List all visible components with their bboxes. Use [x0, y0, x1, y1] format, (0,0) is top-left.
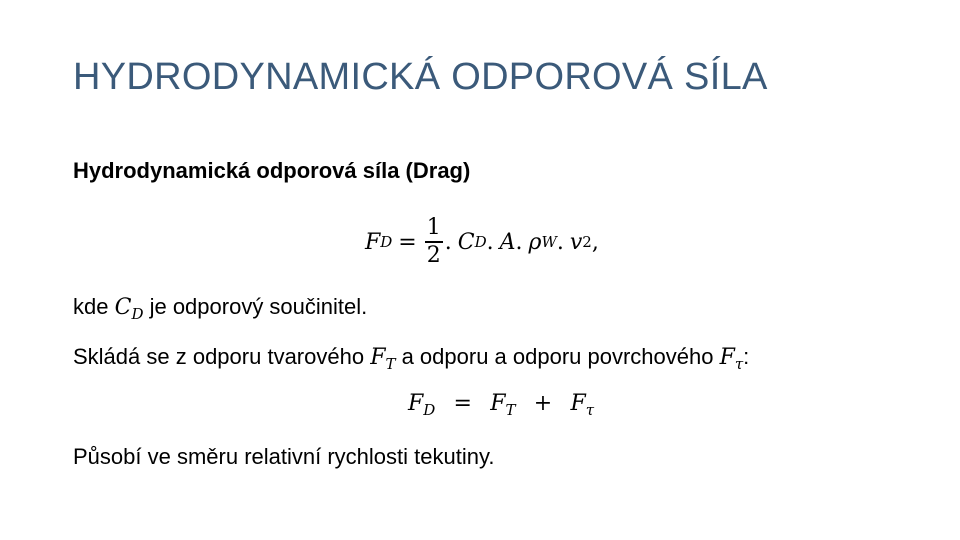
eq1-lhs-var: F [365, 229, 381, 255]
eq1-comma: , [591, 229, 599, 255]
sklada-text1: Skládá se z odporu tvarového [73, 344, 371, 369]
sklada-ft-var: F [370, 345, 386, 370]
eq2-term1-sub: T [505, 401, 516, 419]
eq1-rho-var: ρ [528, 229, 542, 255]
eq1-frac-num: 1 [426, 215, 441, 241]
eq1-dot: . [444, 229, 452, 255]
eq1-dot: . [486, 229, 494, 255]
eq1-cd-sub: D [474, 233, 487, 251]
drag-sum-equation [408, 390, 594, 419]
eq1-fraction [425, 215, 443, 269]
direction-line: Působí ve směru relativní rychlosti tekutiny. [73, 444, 495, 469]
composition-line [73, 344, 749, 373]
eq1-dot: . [515, 229, 523, 255]
kde-cd-sub: D [131, 305, 144, 323]
eq2-term1-var: F [490, 391, 506, 416]
slide-title: HYDRODYNAMICKÁ ODPOROVÁ SÍLA [73, 56, 768, 98]
kde-prefix: kde [73, 294, 115, 319]
cd-definition-line [73, 294, 367, 323]
sklada-ftau-var: F [719, 345, 735, 370]
eq1-equals: = [398, 229, 417, 255]
eq1-frac-den: 2 [426, 242, 441, 268]
eq2-term2-var: F [570, 391, 586, 416]
eq1-velocity-var: v [569, 229, 583, 255]
eq1-dot: . [556, 229, 564, 255]
eq2-equals: = [453, 391, 472, 416]
eq1-cd-var: C [457, 229, 475, 255]
sklada-ftau-sub: τ [734, 355, 744, 373]
eq1-velocity-exp: 2 [582, 233, 592, 251]
eq1-area-var: A [499, 229, 516, 255]
eq1-lhs-sub: D [380, 233, 393, 251]
section-heading: Hydrodynamická odporová síla (Drag) [73, 158, 471, 183]
eq1-rho-sub: W [541, 233, 557, 251]
eq2-term2-sub: τ [585, 401, 595, 419]
eq2-lhs-var: F [408, 391, 424, 416]
sklada-ft-sub: T [385, 355, 396, 373]
sklada-text3: : [743, 344, 750, 369]
sklada-text2: a odporu a odporu povrchového [395, 344, 720, 369]
kde-suffix: je odporový součinitel. [143, 294, 368, 319]
eq2-lhs-sub: D [423, 401, 436, 419]
drag-equation [365, 210, 599, 274]
eq2-plus: + [533, 391, 553, 416]
kde-cd-var: C [114, 295, 132, 320]
